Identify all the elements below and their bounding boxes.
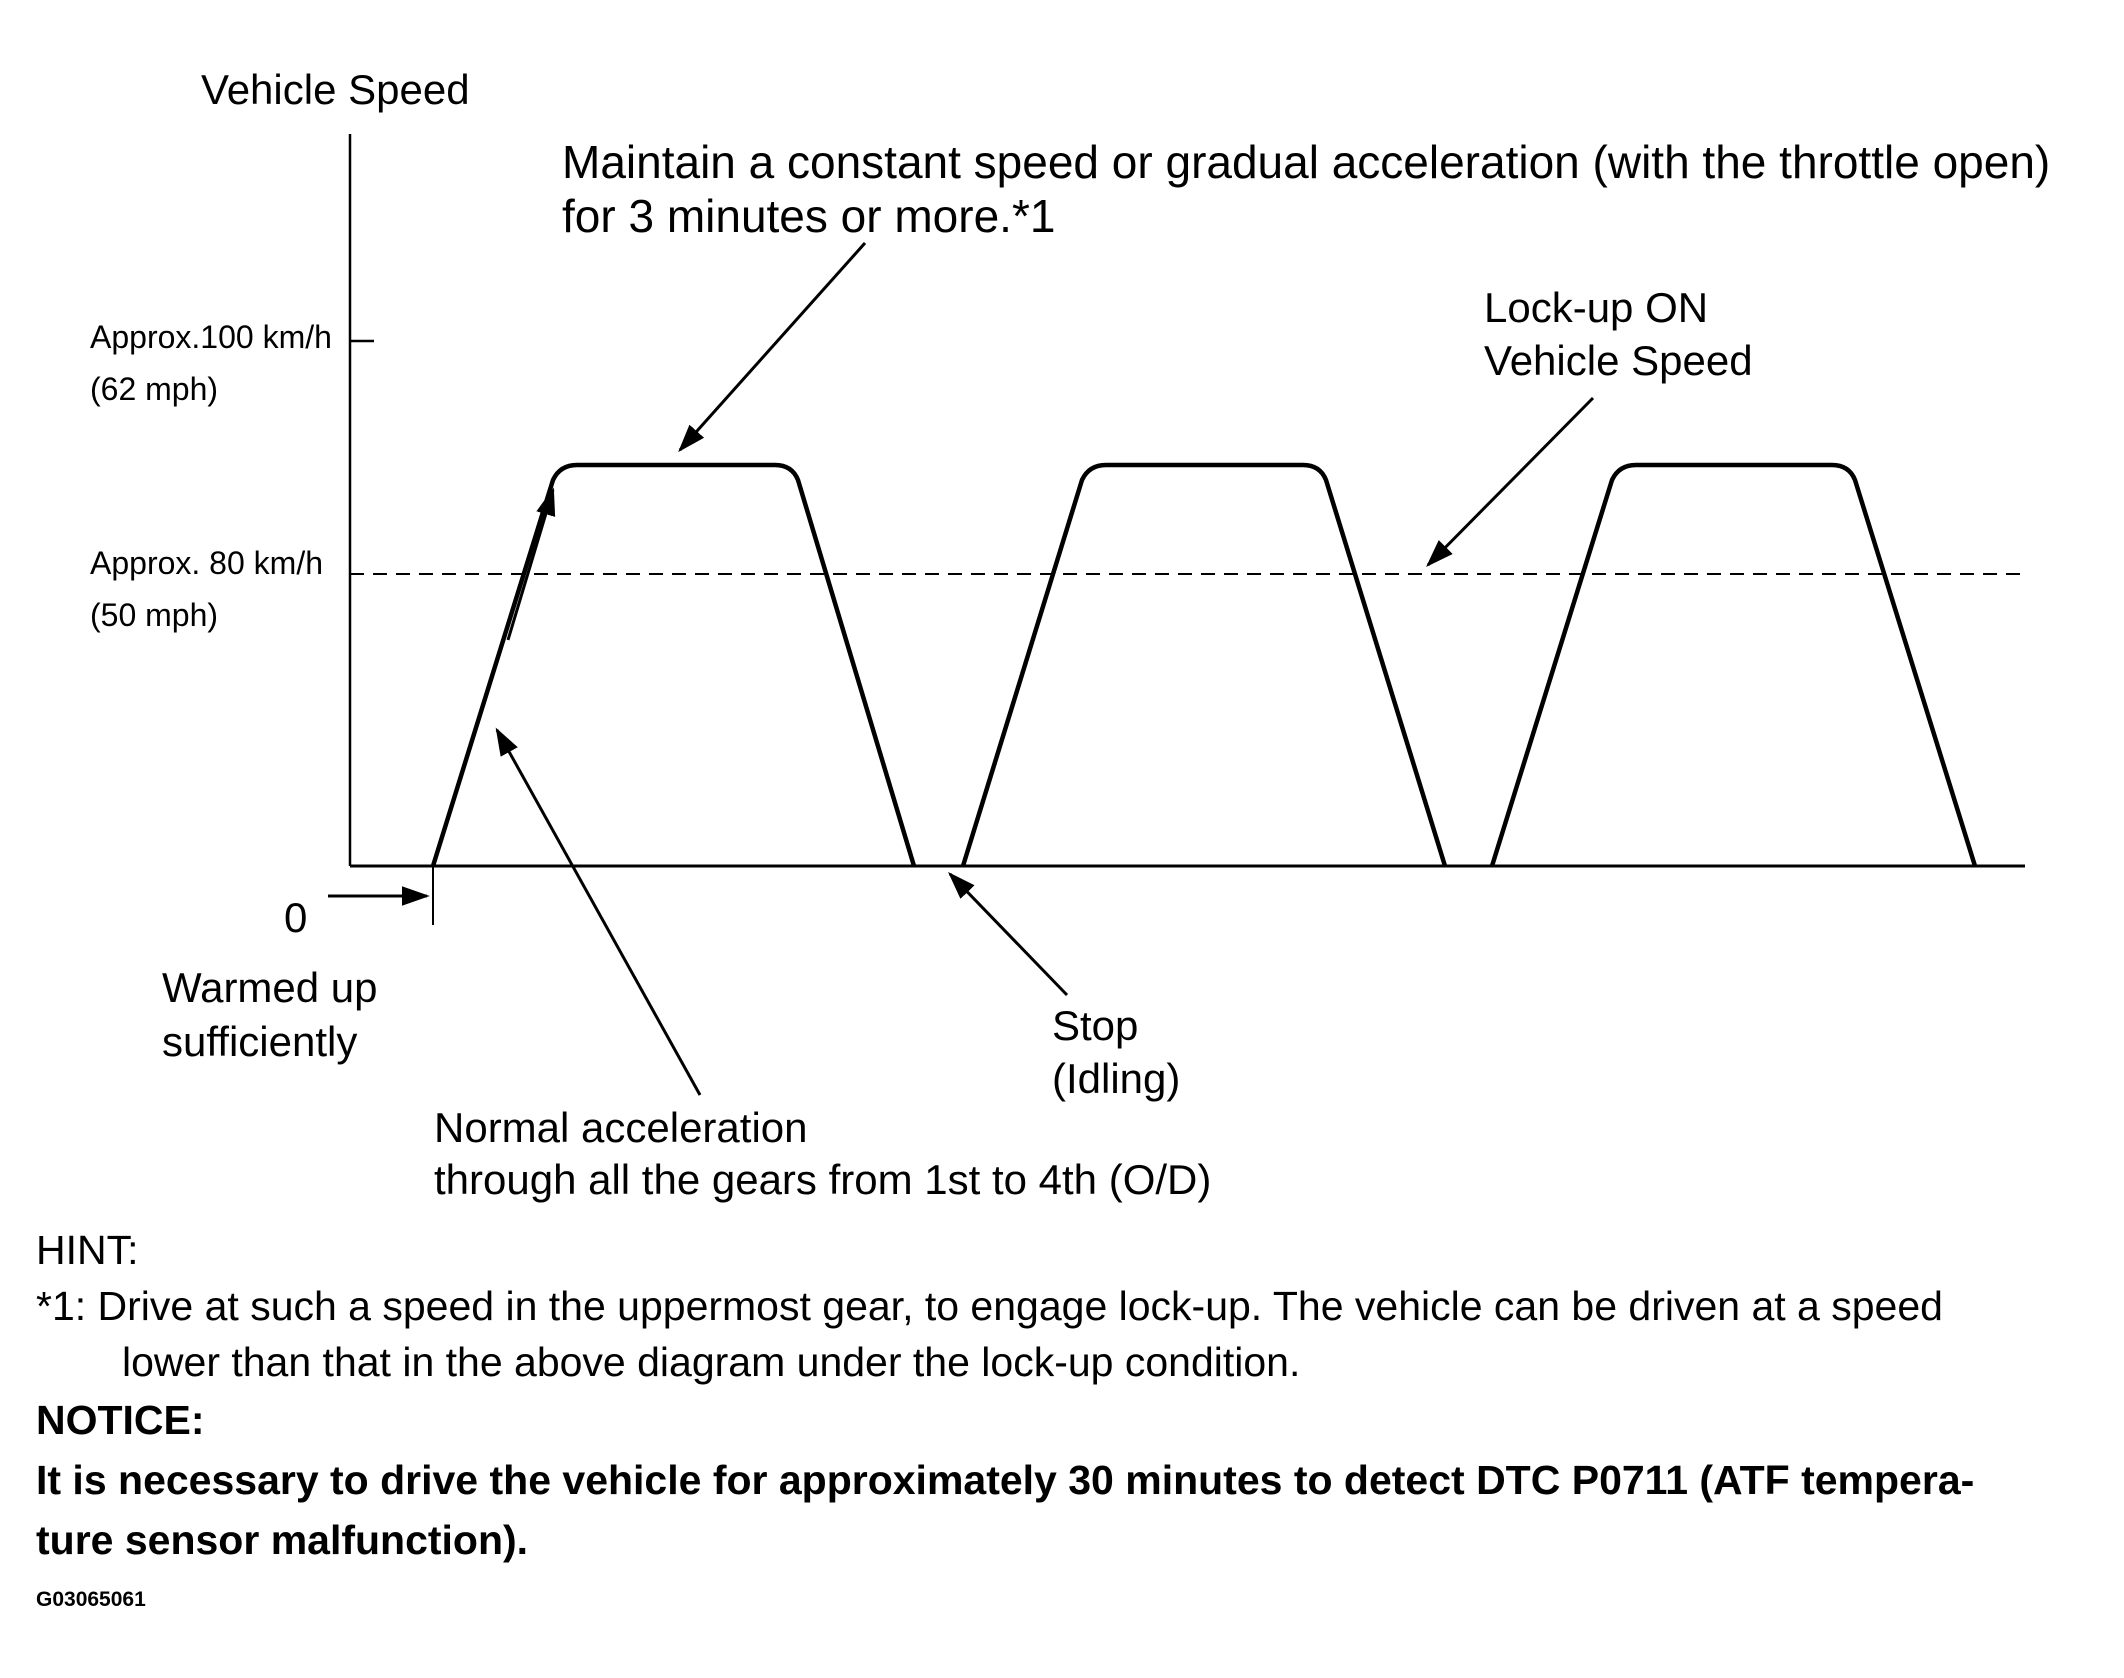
hint-text-continued: lower than that in the above diagram under the lock-up condition. (122, 1339, 1301, 1385)
figure-code: G03065061 (36, 1588, 146, 1611)
lockup-label: Lock-up ON (1484, 284, 1709, 331)
normal-accel-label: Normal acceleration (434, 1104, 808, 1151)
arrow-to-ramp-top (508, 490, 553, 640)
stop-label: Stop (1052, 1002, 1139, 1049)
notes-section (36, 1222, 2096, 1612)
arrow-to-acceleration (497, 730, 700, 1095)
lockup-label-2: Vehicle Speed (1484, 337, 1753, 384)
tick-100-label: Approx.100 km/h (90, 319, 332, 355)
arrow-to-lockup-line (1428, 398, 1593, 565)
maintain-speed-label-2: for 3 minutes or more.*1 (562, 190, 1056, 242)
notice-text-continued: ture sensor malfunction). (36, 1517, 529, 1563)
maintain-speed-label: Maintain a constant speed or gradual acceleration (with the throttle open) (562, 136, 2051, 188)
zero-label: 0 (284, 894, 308, 941)
arrow-to-stop (950, 874, 1067, 995)
tick-80-label: Approx. 80 km/h (90, 545, 323, 581)
speed-cycle-3 (1492, 465, 1975, 866)
warmed-up-label-2: sufficiently (162, 1018, 358, 1065)
warmed-up-label: Warmed up (162, 964, 378, 1011)
hint-title: HINT: (36, 1227, 139, 1273)
notice-text: It is necessary to drive the vehicle for approximately 30 minutes to detect DTC P0711 (ATF tempera- (36, 1457, 1975, 1503)
notice-title: NOTICE: (36, 1397, 205, 1443)
speed-cycle-2 (963, 465, 1445, 866)
tick-100-mph-label: (62 mph) (90, 371, 219, 407)
normal-accel-label-2: through all the gears from 1st to 4th (O/D) (434, 1156, 1212, 1203)
speed-cycle-1 (433, 465, 914, 866)
tick-80-mph-label: (50 mph) (90, 597, 219, 633)
hint-text: *1: Drive at such a speed in the uppermost gear, to engage lock-up. The vehicle can be driven at a speed (36, 1283, 1943, 1329)
stop-label-2: (Idling) (1052, 1055, 1181, 1102)
y-axis-label: Vehicle Speed (201, 66, 470, 113)
arrow-to-constant-speed (680, 243, 865, 450)
